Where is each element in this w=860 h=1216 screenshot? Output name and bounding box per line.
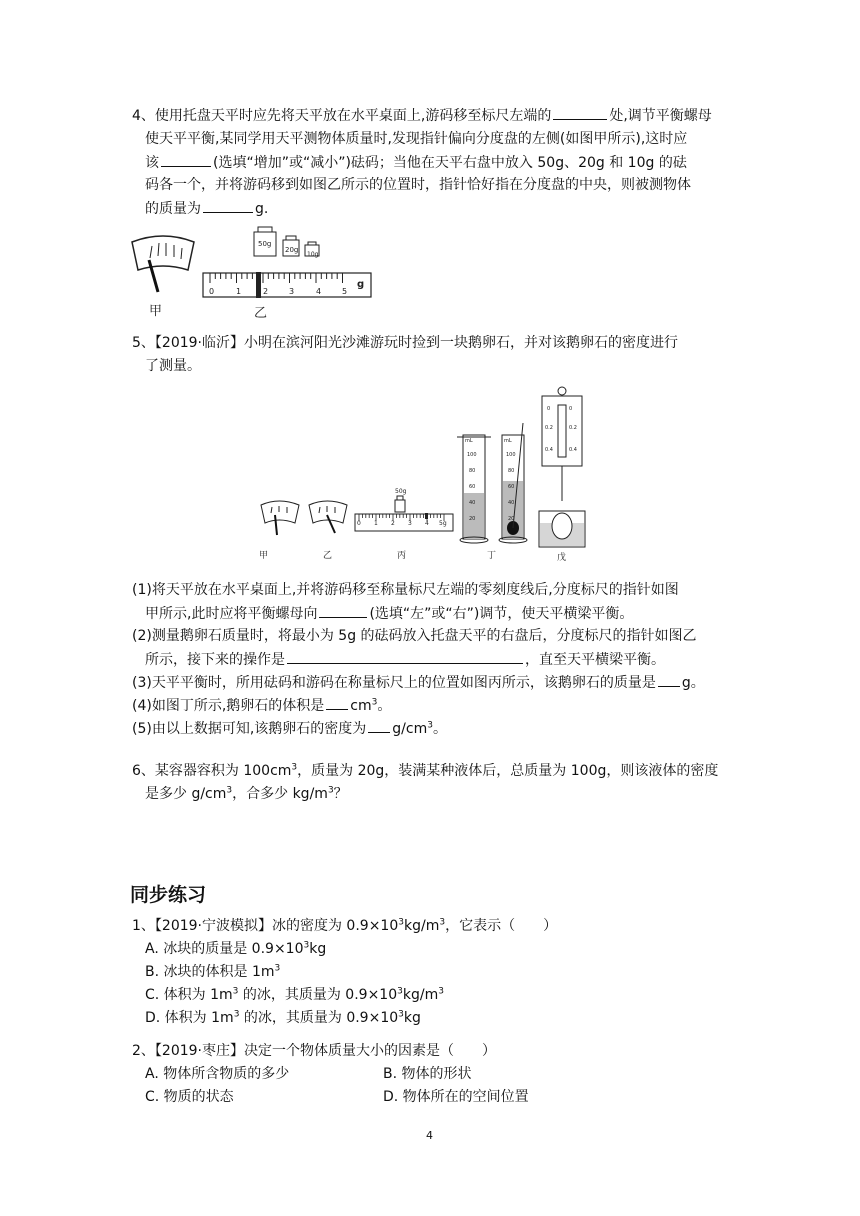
q5-blank-2 [287,649,523,664]
q5-cyl1-tick-100: 100 [467,452,477,458]
q4-weight-20g: 20g [285,246,299,254]
q5-scale-tick-0-right: 0 [569,406,573,412]
q6-line-1: 6、某容器容积为 $100cm^3$，质量为 20g，装满某种液体后，总质量为 100g，则该液体的密度 [132,762,719,779]
q5-cyl1-unit: mL [465,438,473,444]
practice-title: 同步练习 [130,884,207,906]
q5-blank-3 [658,672,680,687]
q5-cyl2-unit: mL [504,438,512,444]
q5-part2-line-2: 所示，接下来的操作是 ，直至天平横梁平衡。 [145,649,665,670]
q5-cyl1-tick-80: 80 [469,468,476,474]
q5-scale-tick-04-left: 0.4 [545,447,553,453]
q4-ruler-tick-1: 1 [236,287,242,296]
q4-weight-50g: 50g [258,240,272,248]
q5-ruler-tick-0: 0 [357,520,361,527]
q5-weight-50g: 50g [395,488,407,495]
q5-cyl2-tick-80: 80 [508,468,515,474]
q4-blank-1 [553,105,607,120]
q5-part5: (5)由以上数据可知,该鹅卵石的密度为 $g/cm^3$。 [132,718,447,739]
q5-cyl1-tick-20: 20 [469,516,476,522]
practice-q1-option-b: B. 冰块的体积是 $1m^3$ [145,963,281,980]
q4-blank-2 [161,152,211,167]
page-number: 4 [426,1129,433,1142]
q5-label-wu: 戊 [557,553,567,563]
practice-q1-option-c: C. 体积为 $1m^3$ 的冰，其质量为 $0.9\times 10^3kg/m^3$ [145,986,444,1003]
q4-line-3: 该 (选填“增加”或“减小”)砝码；当他在天平右盘中放入 50g、20g 和 10g 的砝 [145,152,687,173]
q5-ruler-tick-4: 4 [425,520,429,527]
q5-ruler-tick-1: 1 [374,520,378,527]
q4-weight-10g: 10g [307,251,319,258]
q5-cyl2-tick-40: 40 [508,500,515,506]
practice-q2-option-d: D. 物体所在的空间位置 [383,1089,529,1105]
practice-q2-option-c: C. 物质的状态 [145,1089,234,1105]
q5-ruler-tick-2: 2 [391,520,395,527]
q5-line-2: 了测量。 [145,358,201,374]
q5-dial-jia [261,501,299,535]
q4-figure-yi-ruler [200,225,375,305]
q4-ruler-tick-5: 5 [342,287,348,296]
q4-ruler-unit: g [357,279,365,290]
practice-q2-stem: 2、【2019·枣庄】决定一个物体质量大小的因素是（ ） [132,1043,496,1059]
practice-q1-option-d: D. 体积为 $1m^3$ 的冰，其质量为 $0.9\times 10^3kg$ [145,1009,421,1026]
q5-blank-5 [368,718,390,733]
q4-line-2: 使天平平衡,某同学用天平测物体质量时,发现指针偏向分度盘的左侧(如图甲所示),这时应 [145,131,688,147]
q5-blank-1 [319,603,367,618]
q5-label-jia: 甲 [259,551,269,561]
practice-q1-option-a: A. 冰块的质量是 $0.9\times 10^3kg$ [145,940,327,957]
q5-cyl2-tick-100: 100 [506,452,516,458]
q5-scale-tick-02-right: 0.2 [569,425,577,431]
q4-blank-3 [203,198,253,213]
q4-ruler-tick-4: 4 [316,287,322,296]
q5-scale-tick-0-left: 0 [547,406,551,412]
practice-q2-option-b: B. 物体的形状 [383,1066,472,1082]
practice-q1-stem: 1、【2019·宁波模拟】冰的密度为 $0.9\times 10^3kg/m^3$，它表示（ ） [132,917,558,934]
practice-q2-option-a: A. 物体所含物质的多少 [145,1066,290,1082]
q5-cyl2-tick-60: 60 [508,484,515,490]
q5-part1-line-2: 甲所示,此时应将平衡螺母向 (选填“左”或“右”)调节，使天平横梁平衡。 [145,603,633,624]
q4-label-yi: 乙 [254,306,268,321]
q5-cyl1-tick-40: 40 [469,500,476,506]
q5-ruler-tick-3: 3 [408,520,412,527]
q5-blank-4 [326,695,348,710]
q5-cyl2-tick-20: 20 [508,516,515,522]
q4-line-1: 4、使用托盘天平时应先将天平放在水平桌面上,游码移至标尺左端的 处,调节平衡螺母 [132,105,712,126]
q5-part2-line-1: (2)测量鹅卵石质量时，将最小为 5g 的砝码放入托盘天平的右盘后，分度标尺的指针如图乙 [132,628,697,644]
q6-line-2: 是多少 $g/cm^3$，合多少 $kg/m^3$？ [145,785,348,802]
q5-label-yi: 乙 [323,551,333,561]
q4-ruler-tick-0: 0 [209,287,215,296]
q5-ruler-tick-5: 5g [439,520,447,527]
q4-ruler-tick-3: 3 [289,287,295,296]
q4-label-jia: 甲 [149,304,163,319]
q5-label-bing: 丙 [397,551,407,561]
q5-part3: (3)天平平衡时，所用砝码和游码在称量标尺上的位置如图丙所示，该鹅卵石的质量是 g。 [132,672,705,693]
q4-line-5: 的质量为 g. [145,198,268,219]
q5-part4: (4)如图丁所示,鹅卵石的体积是 $cm^3$。 [132,695,391,716]
q5-spring-scale-wu [539,387,585,547]
q5-line-1: 5、【2019·临沂】小明在滨河阳光沙滩游玩时捡到一块鹅卵石，并对该鹅卵石的密度进行 [132,335,678,351]
q4-ruler-tick-2: 2 [263,287,269,296]
q5-scale-tick-02-left: 0.2 [545,425,553,431]
q4-figure-jia-dial [128,230,198,300]
q5-dial-yi [309,501,347,533]
q5-scale-tick-04-right: 0.4 [569,447,577,453]
q5-label-ding: 丁 [487,551,497,561]
q5-part1-line-1: (1)将天平放在水平桌面上,并将游码移至称量标尺左端的零刻度线后,分度标尺的指针如图 [132,582,679,598]
q4-line-4: 码各一个，并将游码移到如图乙所示的位置时，指针恰好指在分度盘的中央，则被测物体 [145,177,691,193]
q5-cyl1-tick-60: 60 [469,484,476,490]
q5-figures [255,383,590,568]
